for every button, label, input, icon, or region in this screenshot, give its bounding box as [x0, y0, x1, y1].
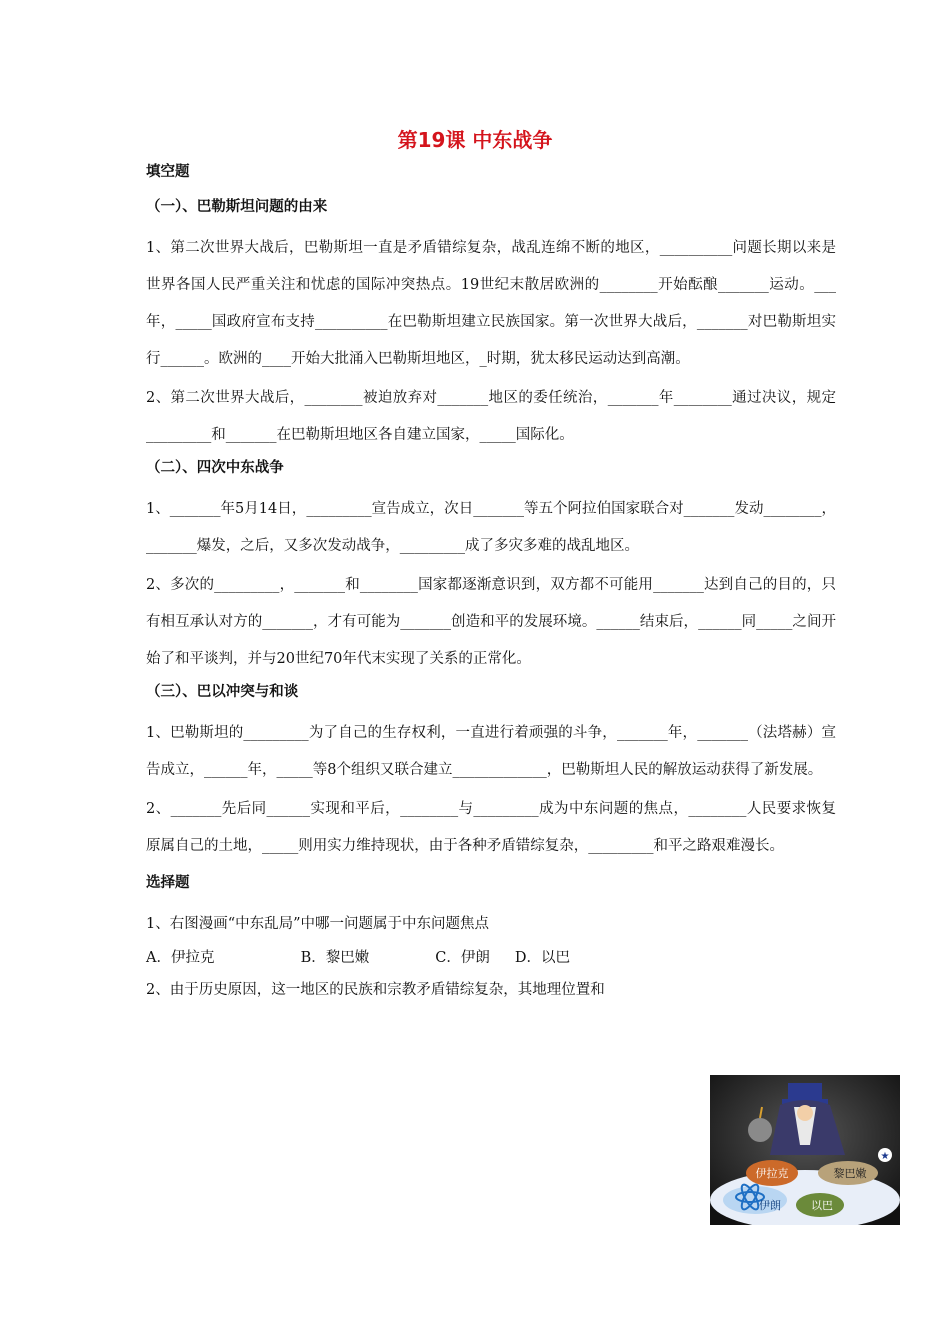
part1-question-1: 1、第二次世界大战后，巴勒斯坦一直是矛盾错综复杂，战乱连绵不断的地区，__________问题长期以来是世界各国人民严重关注和忧虑的国际冲突热点。19世纪末散居欧洲的________开始酝酿_______运动。___年，_____国政府宣布支持__________在巴勒斯坦建立民族国家。第一次世界大战后，_______对巴勒斯坦实行______。欧洲的____开始大批涌入巴勒斯坦地区，_时期，犹太移民运动达到高潮。 — [146, 240, 836, 367]
part2-heading: （二）、四次中东战争 — [146, 460, 284, 476]
choice-options — [146, 942, 836, 974]
section-fill-heading: 填空题 — [146, 164, 190, 180]
choice-question-2: 2、由于历史原因，这一地区的民族和宗教矛盾错综复杂，其地理位置和 — [146, 982, 605, 998]
lesson-title: 第19课 中东战争 — [397, 128, 553, 152]
option-b: B．黎巴嫩 — [300, 950, 370, 966]
cartoon-label-israel-palestine: 以巴 — [811, 1199, 833, 1212]
cartoon-label-iran: 伊朗 — [759, 1199, 781, 1212]
part2-question-2: 2、多次的_________，_______和________国家都逐渐意识到，双方都不可能用_______达到自己的目的，只有相互承认对方的_______，才有可能为_______创造和平的发展环境。______结束后，______同_____之间开始了和平谈判，并与20世纪70年代末实现了关系的正常化。 — [146, 577, 836, 667]
section-choice-heading: 选择题 — [146, 875, 190, 891]
part3-question-2: 2、_______先后同______实现和平后，________与_________成为中东问题的焦点，________人民要求恢复原属自己的土地，_____则用实力维持现状，由于各种矛盾错综复杂，_________和平之路艰难漫长。 — [146, 801, 836, 854]
cartoon-label-iraq: 伊拉克 — [755, 1167, 789, 1180]
part2-question-1: 1、_______年5月14日，_________宣告成立，次日_______等五个阿拉伯国家联合对_______发动________，_______爆发，之后，又多次发动战争，_________成了多灾多难的战乱地区。 — [146, 501, 836, 554]
part3-question-1: 1、巴勒斯坦的_________为了自己的生存权利，一直进行着顽强的斗争，_______年，_______（法塔赫）宣告成立，______年，_____等8个组织又联合建立_____________，巴勒斯坦人民的解放运动获得了新发展。 — [146, 725, 836, 778]
part3-heading: （三）、巴以冲突与和谈 — [146, 684, 299, 700]
svg-text:★: ★ — [880, 1151, 890, 1162]
choice-question-1: 1、右图漫画“中东乱局”中哪一问题属于中东问题焦点 — [146, 916, 490, 932]
option-a: A．伊拉克 — [146, 950, 215, 966]
worksheet-content — [146, 162, 836, 1008]
cartoon-illustration — [710, 1075, 900, 1225]
cartoon-label-lebanon: 黎巴嫩 — [833, 1167, 867, 1180]
part1-question-2: 2、第二次世界大战后，________被迫放弃对_______地区的委任统治，_______年________通过决议，规定_________和_______在巴勒斯坦地区各自建立国家，_____国际化。 — [146, 390, 836, 443]
part1-heading: （一）、巴勒斯坦问题的由来 — [146, 199, 328, 215]
middle-east-cartoon — [710, 1075, 900, 1225]
option-c: C．伊朗 — [435, 950, 490, 966]
option-d: D．以巴 — [514, 950, 570, 966]
